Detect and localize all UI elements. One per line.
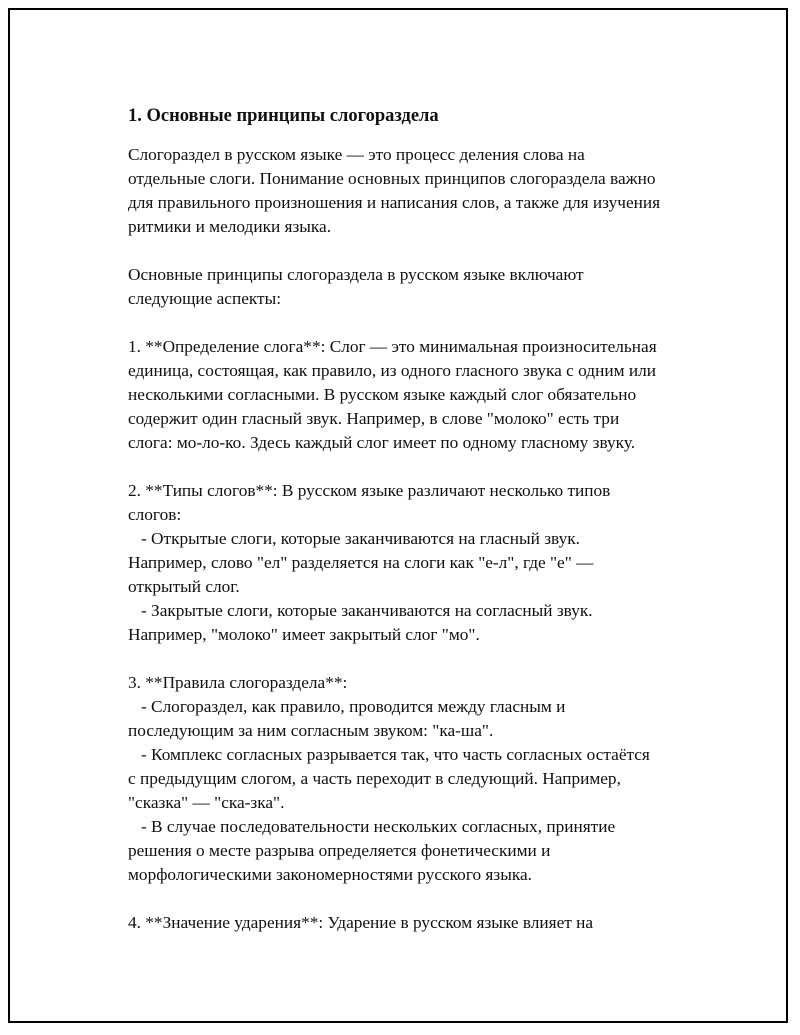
text-line: слога: мо-ло-ко. Здесь каждый слог имеет по одному гласному звуку. <box>128 433 636 452</box>
text-line: - Открытые слоги, которые заканчиваются на гласный звук. <box>128 529 580 548</box>
text-line: - Комплекс согласных разрывается так, что часть согласных остаётся <box>128 745 650 764</box>
text-line: содержит один гласный звук. Например, в слове "молоко" есть три <box>128 409 620 428</box>
paragraph-syllable-definition <box>128 335 708 455</box>
text-line: для правильного произношения и написания слов, а также для изучения <box>128 193 661 212</box>
section-heading: 1. Основные принципы слогораздела <box>128 106 439 126</box>
text-line: Основные принципы слогораздела в русском языке включают <box>128 265 584 284</box>
text-line: - Закрытые слоги, которые заканчиваются на согласный звук. <box>128 601 593 620</box>
paragraph-syllable-types <box>128 479 708 647</box>
text-line: "сказка" — "ска-зка". <box>128 793 285 812</box>
text-line: - В случае последовательности нескольких согласных, принятие <box>128 817 616 836</box>
text-line: решения о месте разрыва определяется фонетическими и <box>128 841 551 860</box>
text-line: ритмики и мелодики языка. <box>128 217 332 236</box>
text-line: слогов: <box>128 505 182 524</box>
text-line: последующим за ним согласным звуком: "ка-ша". <box>128 721 494 740</box>
text-line: Слогораздел в русском языке — это процесс деления слова на <box>128 145 585 164</box>
page-frame <box>8 8 788 1023</box>
text-line: отдельные слоги. Понимание основных принципов слогораздела важно <box>128 169 656 188</box>
text-line: 2. **Типы слогов**: В русском языке различают несколько типов <box>128 481 611 500</box>
paragraph-principles-intro <box>128 263 708 311</box>
text-line: 1. **Определение слога**: Слог — это минимальная произносительная <box>128 337 657 356</box>
text-line: единица, состоящая, как правило, из одного гласного звука с одним или <box>128 361 656 380</box>
paragraph-division-rules <box>128 671 708 887</box>
text-line: с предыдущим слогом, а часть переходит в следующий. Например, <box>128 769 621 788</box>
text-line: Например, слово "ел" разделяется на слоги как "е-л", где "е" — <box>128 553 594 572</box>
text-line: морфологическими закономерностями русского языка. <box>128 865 532 884</box>
text-line: 4. **Значение ударения**: Ударение в русском языке влияет на <box>128 913 594 932</box>
text-line: следующие аспекты: <box>128 289 282 308</box>
document-body <box>128 103 708 959</box>
paragraph-stress <box>128 911 708 935</box>
text-line: Например, "молоко" имеет закрытый слог "мо". <box>128 625 480 644</box>
paragraph-intro <box>128 143 708 239</box>
text-line: несколькими согласными. В русском языке каждый слог обязательно <box>128 385 637 404</box>
text-line: 3. **Правила слогораздела**: <box>128 673 348 692</box>
text-line: открытый слог. <box>128 577 240 596</box>
text-line: - Слогораздел, как правило, проводится между гласным и <box>128 697 566 716</box>
